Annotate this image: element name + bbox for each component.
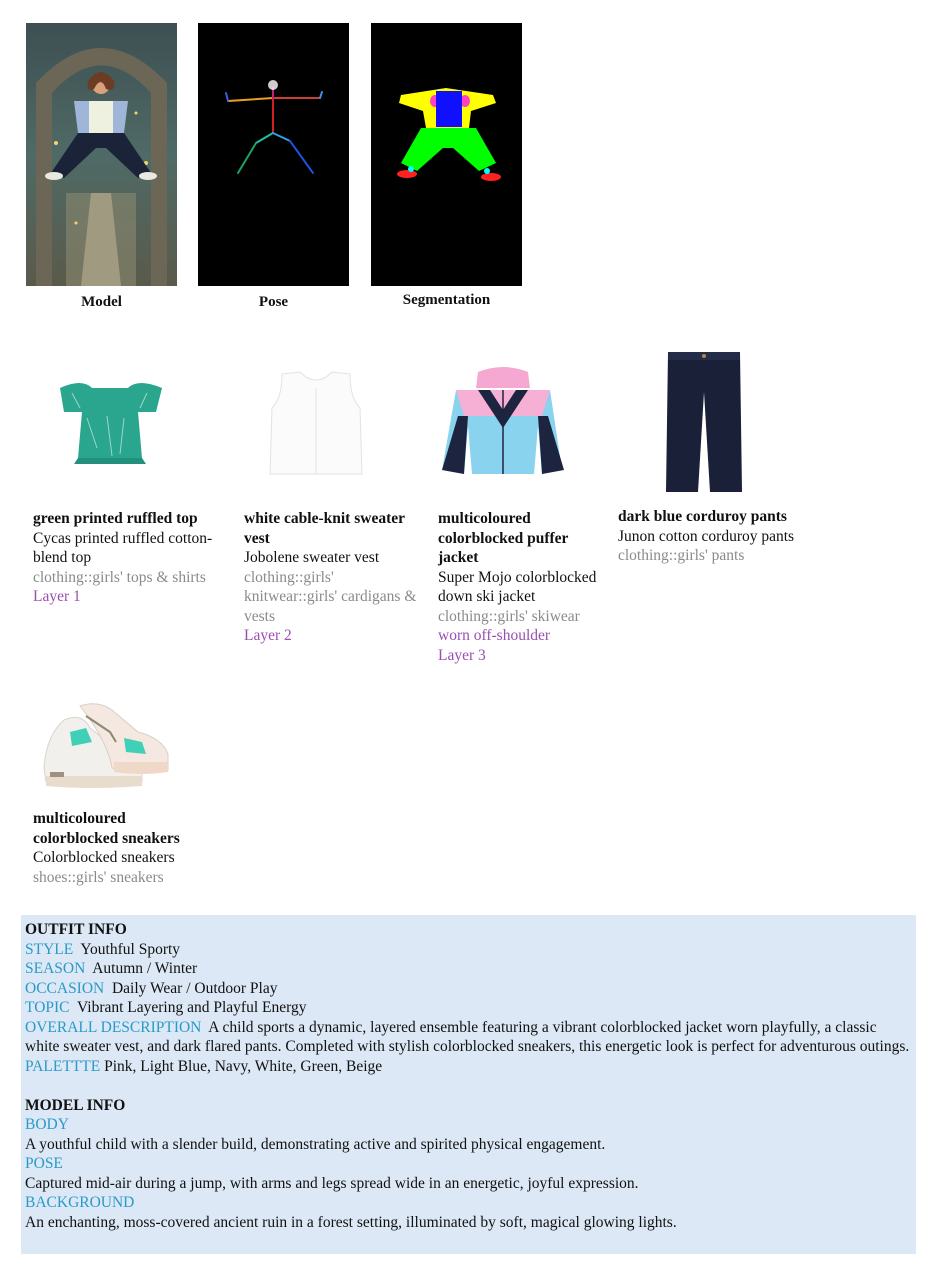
item-layer: Layer 2 [244, 627, 292, 644]
puffer-jacket-image [438, 366, 568, 483]
model-info-heading: MODEL INFO [25, 1096, 126, 1114]
item-description: Junon cotton corduroy pants [618, 527, 795, 545]
item-category: clothing::girls' tops & shirts [33, 568, 206, 586]
item-description: Colorblocked sneakers [33, 849, 175, 866]
item-category: shoes::girls' sneakers [33, 868, 164, 886]
item-card-ruffled-top [33, 509, 233, 607]
item-styling-note: worn off-shoulder [438, 627, 551, 644]
item-layer: Layer 1 [33, 588, 81, 605]
item-category: clothing::girls' pants [618, 547, 745, 564]
overall-row [25, 1018, 912, 1057]
item-category: clothing::girls' skiwear [438, 607, 580, 625]
item-card-sweater-vest [244, 509, 430, 646]
palette-value: Pink, Light Blue, Navy, White, Green, Beige [104, 1057, 383, 1075]
sweater-vest-image [268, 370, 364, 483]
item-description: Cycas printed ruffled cotton-blend top [33, 529, 213, 566]
body-label: BODY [25, 1116, 69, 1133]
occasion-value: Daily Wear / Outdoor Play [111, 979, 278, 997]
model-caption: Model [81, 294, 122, 310]
item-category: clothing::girls' knitwear::girls' cardigans & vests [244, 568, 417, 625]
topic-value: Vibrant Layering and Playful Energy [77, 999, 307, 1016]
background-value: An enchanting, moss-covered ancient ruin in a forest setting, illuminated by soft, magical glowing lights. [25, 1213, 677, 1231]
style-value: Youthful Sporty [80, 940, 181, 958]
segmentation-caption: Segmentation [402, 292, 491, 308]
overall-label: OVERALL DESCRIPTION [25, 1018, 202, 1036]
pose-image [198, 23, 349, 286]
model-image [26, 23, 177, 286]
info-panel [21, 915, 916, 1254]
pose-caption: Pose [258, 294, 289, 310]
occasion-row [25, 979, 912, 999]
season-value: Autumn / Winter [92, 960, 198, 977]
segmentation-image [371, 23, 522, 286]
topic-row [25, 998, 912, 1018]
sneakers-image [42, 702, 170, 795]
outfit-info-heading: OUTFIT INFO [25, 921, 127, 938]
item-layer: Layer 3 [438, 646, 486, 664]
item-title: white cable-knit sweater vest [244, 510, 405, 547]
background-label: BACKGROUND [25, 1194, 135, 1211]
pose-value: Captured mid-air during a jump, with arms and legs spread wide in an energetic, joyful expression. [25, 1174, 639, 1192]
item-card-sneakers [33, 809, 203, 887]
corduroy-pants-image [664, 352, 744, 499]
body-value: A youthful child with a slender build, demonstrating active and spirited physical engagement. [25, 1135, 606, 1153]
overall-value: A child sports a dynamic, layered ensemble featuring a vibrant colorblocked jacket worn playfully, a classic white sweater vest, and dark flared pants. Completed with stylish colorblocked sneakers, this energetic look is perfect for adventurous outings. [25, 1018, 910, 1055]
palette-row [25, 1057, 912, 1077]
season-row [25, 959, 912, 979]
pose-label: POSE [25, 1155, 63, 1172]
season-label: SEASON [25, 960, 86, 977]
palette-label: PALETTTE [25, 1057, 101, 1075]
item-description: Jobolene sweater vest [244, 549, 380, 566]
item-card-corduroy-pants [618, 507, 818, 566]
ruffled-top-image [52, 378, 168, 471]
item-card-puffer-jacket [438, 509, 610, 665]
item-title: green printed ruffled top [33, 510, 198, 527]
style-row [25, 940, 912, 960]
item-title: dark blue corduroy pants [618, 508, 787, 525]
style-label: STYLE [25, 940, 74, 958]
topic-label: TOPIC [25, 999, 70, 1016]
occasion-label: OCCASION [25, 979, 105, 997]
item-title: multicoloured colorblocked puffer jacket [438, 510, 569, 566]
item-title: multicoloured colorblocked sneakers [33, 810, 180, 847]
item-description: Super Mojo colorblocked down ski jacket [438, 568, 597, 605]
